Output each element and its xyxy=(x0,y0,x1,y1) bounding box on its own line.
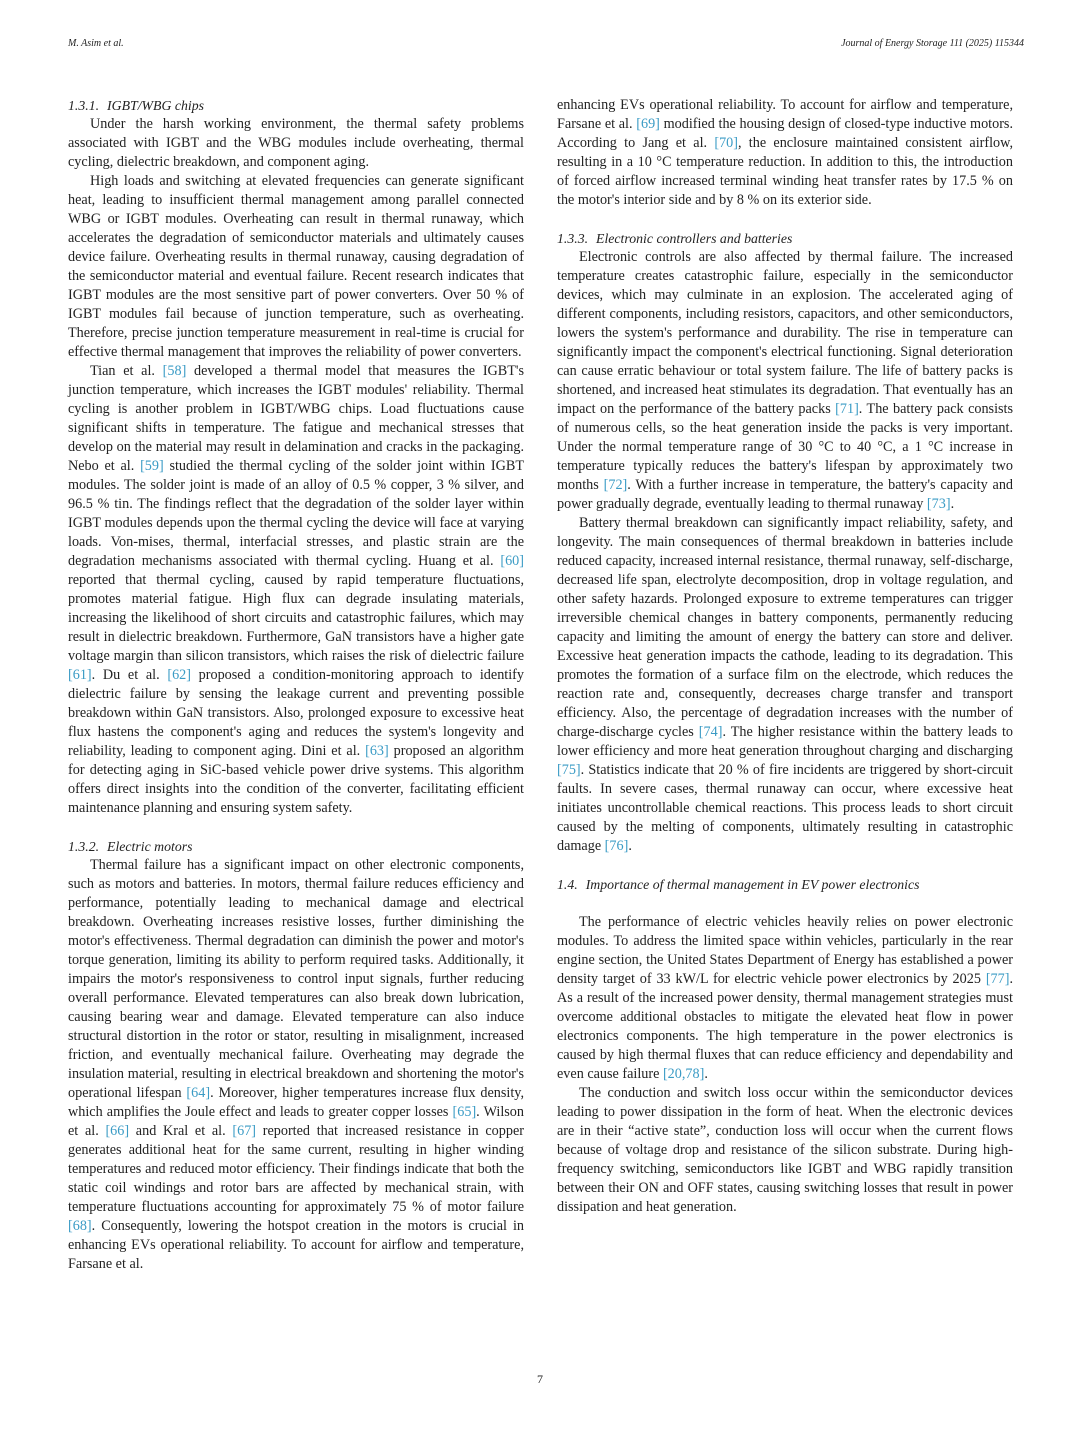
paragraph: Under the harsh working environment, the thermal safety problems associated with IGBT and the WBG modules include overheating, thermal cycling, dielectric breakdown, and component aging. xyxy=(68,116,524,170)
citation-link[interactable]: [58] xyxy=(162,363,187,379)
citation-link[interactable]: [62] xyxy=(167,667,191,683)
citation-link[interactable]: [64] xyxy=(186,1085,211,1101)
section-heading-1-3-3: 1.3.3. Electronic controllers and batteries xyxy=(557,231,793,246)
paragraph: The performance of electric vehicles heavily relies on power electronic modules. To address the limited space within vehicles, particularly in the rear engine section, the United States Department of Energy has established a power density target of 33 kW/L for electric vehicle power electronics by 2025 [77]. As a result of the increased power density, thermal management strategies must overcome additional obstacles to mitigate the elevated heat flow in power electronics components. The high temperature in the power electronics is caused by high thermal fluxes that can reduce efficiency and dependability and even cause failure [20,78]. xyxy=(557,914,1013,1082)
left-column xyxy=(68,96,524,1274)
citation-link[interactable]: [77] xyxy=(985,971,1010,987)
citation-link[interactable]: [63] xyxy=(365,743,389,759)
page-number: 7 xyxy=(537,1372,543,1386)
citation-link[interactable]: [73] xyxy=(926,496,951,512)
citation-link[interactable]: [61] xyxy=(68,667,92,683)
citation-link[interactable]: [20,78] xyxy=(662,1066,705,1082)
right-column xyxy=(557,96,1013,1217)
citation-link[interactable]: [60] xyxy=(500,553,524,569)
running-head-journal: Journal of Energy Storage 111 (2025) 115344 xyxy=(841,38,1024,49)
citation-link[interactable]: [76] xyxy=(604,838,629,854)
paragraph: Thermal failure has a significant impact on other electronic components, such as motors and batteries. In motors, thermal failure reduces efficiency and performance, potentially leading to mechanical damage and electrical breakdown. Overheating increases resistive losses, further diminishing the motor's effectiveness. Thermal degradation can diminish the power and motor's torque generation, limiting its ability to perform required tasks. Additionally, it impairs the motor's responsiveness to control input signals, further reducing overall performance. Elevated temperatures can also break down lubrication, causing bearing wear and damage. Elevated temperature can also induce structural distortion in the rotor or stator, resulting in misalignment, increased friction, and eventually mechanical failure. Overheating may degrade the insulation material, resulting in electrical breakdown and shortening the motor's operational lifespan [64]. Moreover, higher temperatures increase flux density, which amplifies the Joule effect and leads to greater copper losses [65]. Wilson et al. [66] and Kral et al. [67] reported that increased resistance in copper generates additional heat for the same current, resulting in higher winding temperatures and reduced motor efficiency. Their findings indicate that both the static coil windings and rotor bars are affected by mechanical strain, with temperature fluctuations accounting for approximately 75 % of motor failure [68]. Consequently, lowering the hotspot creation in the motors is crucial in enhancing EVs operational reliability. To account for airflow and temperature, Farsane et al. xyxy=(68,857,524,1272)
running-head-authors: M. Asim et al. xyxy=(68,38,124,49)
paragraph: Tian et al. [58] developed a thermal model that measures the IGBT's junction temperature, which increases the IGBT modules' reliability. Thermal cycling is another problem in IGBT/WBG chips. Load fluctuations cause significant shifts in temperature. The fatigue and mechanical stresses that develop on the material may result in delamination and cracks in the packaging. Nebo et al. [59] studied the thermal cycling of the solder joint within IGBT modules. The solder joint is made of an alloy of 0.5 % copper, 3 % silver, and 96.5 % tin. The findings reflect that the degradation of the solder layer within IGBT modules depends upon the thermal cycling the device will face at varying loads. Von-mises, thermal, interfacial stresses, and plastic strain are the degradation mechanisms associated with thermal cycling. Huang et al. [60] reported that thermal cycling, caused by rapid temperature fluctuations, promotes material fatigue. High flux can degrade insulating materials, increasing the likelihood of short circuits and catastrophic failures, which may result in dielectric breakdown. Furthermore, GaN transistors have a higher gate voltage margin than silicon transistors, which raises the risk of dielectric failure [61]. Du et al. [62] proposed a condition-monitoring approach to identify dielectric failure by sensing the leakage current and preventing possible breakdown within GaN transistors. Also, prolonged exposure to excessive heat flux hastens the component's aging and reduces the system's longevity and reliability, leading to component aging. Dini et al. [63] proposed an algorithm for detecting aging in SiC-based vehicle power drive systems. This algorithm offers direct insights into the condition of the converter, facilitating efficient maintenance planning and ensuring system safety. xyxy=(68,363,524,816)
section-heading-1-3-2: 1.3.2. Electric motors xyxy=(68,839,193,854)
citation-link[interactable]: [65] xyxy=(452,1104,477,1120)
citation-link[interactable]: [72] xyxy=(603,477,628,493)
paragraph: High loads and switching at elevated frequencies can generate significant heat, leading to insufficient thermal management among parallel connected WBG or IGBT modules. Overheating can result in thermal runaway, which accelerates the degradation of semiconductor materials and ultimately causes device failure. Overheating results in thermal runaway, causing degradation of the semiconductor material and eventual failure. Recent research indicates that IGBT modules are the most sensitive part of power converters. Over 50 % of IGBT modules fail because of junction temperature, such as overheating. Therefore, precise junction temperature measurement in real-time is crucial for effective thermal management that improves the reliability of power converters. xyxy=(68,173,524,360)
citation-link[interactable]: [71] xyxy=(835,401,859,417)
citation-link[interactable]: [70] xyxy=(714,135,738,151)
citation-link[interactable]: [75] xyxy=(557,762,581,778)
paragraph: Battery thermal breakdown can significantly impact reliability, safety, and longevity. The main consequences of thermal breakdown in batteries include reduced capacity, increased internal resistance, thermal runaway, self-discharge, decreased life span, electrolyte decomposition, drop in voltage regulation, and other safety hazards. Prolonged exposure to extreme temperatures can trigger irreversible chemical changes in battery components, permanently reducing capacity and limiting the amount of energy the battery can store and deliver. Excessive heat generation impacts the cathode, leading to its degradation. This promotes the formation of a surface film on the electrode, which reduces the reaction rate and, consequently, decreases charge transfer and transport efficiency. Also, the percentage of degradation increases with the number of charge-discharge cycles [74]. The higher resistance within the battery leads to lower efficiency and more heat generation throughout charging and discharging [75]. Statistics indicate that 20 % of fire incidents are triggered by short-circuit faults. In severe cases, thermal runaway can occur, where excessive heat initiates uncontrollable chemical reactions. This process leads to short circuit caused by the melting of components, ultimately resulting in catastrophic damage [76]. xyxy=(557,515,1013,854)
citation-link[interactable]: [67] xyxy=(232,1123,257,1139)
paragraph: The conduction and switch loss occur within the semiconductor devices leading to power dissipation in the form of heat. When the electronic devices are in their “active state”, conduction loss will occur when the current flows because of voltage drop and resistance of the silicon substrate. During high-frequency switching, semiconductors like IGBT and WBG rapidly transition between their ON and OFF states, causing switching losses that result in power dissipation and heat generation. xyxy=(557,1085,1013,1215)
section-heading-1-4: 1.4. Importance of thermal management in EV power electronics xyxy=(557,877,920,892)
citation-link[interactable]: [59] xyxy=(140,458,164,474)
citation-link[interactable]: [69] xyxy=(636,116,660,132)
citation-link[interactable]: [68] xyxy=(68,1218,92,1234)
paragraph-continued: enhancing EVs operational reliability. To account for airflow and temperature, Farsane et al. [69] modified the housing design of closed-type inductive motors. According to Jang et al. [70], the enclosure maintained consistent airflow, resulting in a 10 °C temperature reduction. In addition to this, the introduction of forced airflow increased terminal winding heat transfer rates by 17.5 % on the motor's interior side and by 8 % on its exterior side. xyxy=(557,97,1013,208)
section-heading-1-3-1: 1.3.1. IGBT/WBG chips xyxy=(68,98,204,113)
paragraph: Electronic controls are also affected by thermal failure. The increased temperature creates catastrophic failure, especially in the semiconductor devices, which may culminate in an explosion. The accelerated aging of different components, including resistors, capacitors, and other semiconductors, lowers the system's performance and durability. The rise in temperature can significantly impact the component's electrical functioning. Signal deterioration can cause erratic behaviour or total system failure. The life of battery packs is shortened, and increased heat stimulates its degradation. That eventually has an impact on the performance of the battery packs [71]. The battery pack consists of numerous cells, so the heat generation inside the packs is very important. Under the normal temperature range of 30 °C to 40 °C, a 1 °C increase in temperature typically reduces the battery's lifespan by approximately two months [72]. With a further increase in temperature, the battery's capacity and power gradually degrade, eventually leading to thermal runaway [73]. xyxy=(557,249,1014,512)
citation-link[interactable]: [74] xyxy=(698,724,723,740)
citation-link[interactable]: [66] xyxy=(105,1123,130,1139)
